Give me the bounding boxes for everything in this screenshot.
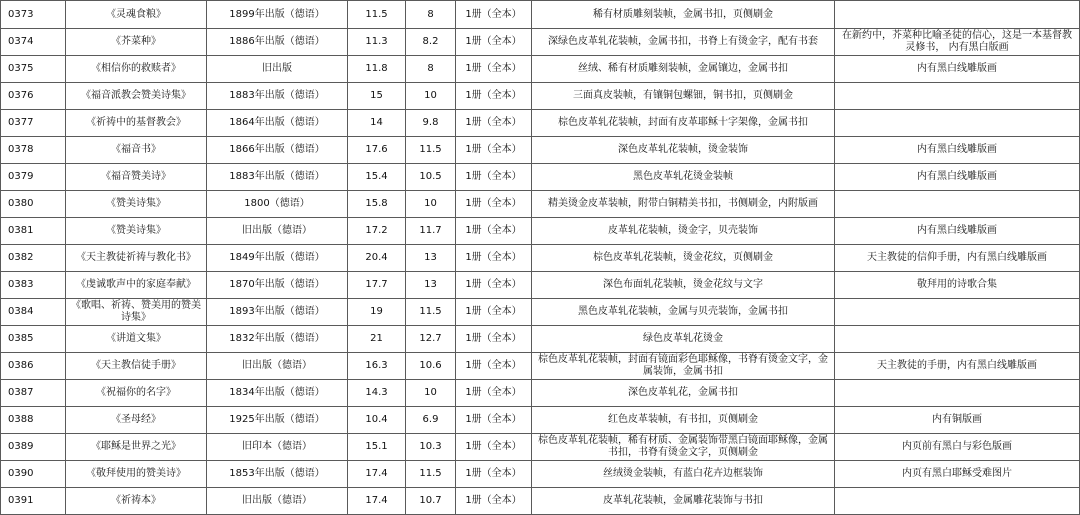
cell-height-cm: 11.8 (348, 56, 406, 83)
cell-binding-description: 精美烫金皮革装帧，附带白铜精美书扣，书侧刷金，内附版画 (532, 191, 835, 218)
cell-remarks: 敬拜用的诗歌合集 (835, 272, 1080, 299)
cell-title: 《祈祷本》 (66, 488, 207, 515)
table-row (1, 461, 1080, 488)
cell-volume-count: 1册（全本） (456, 137, 532, 164)
cell-binding-description: 深绿色皮革轧花装帧，金属书扣，书脊上有烫金字，配有书套 (532, 29, 835, 56)
cell-remarks (835, 488, 1080, 515)
cell-volume-count: 1册（全本） (456, 56, 532, 83)
cell-item-number: 0376 (1, 83, 66, 110)
cell-item-number: 0382 (1, 245, 66, 272)
cell-height-cm: 10.4 (348, 407, 406, 434)
cell-remarks: 内有黑白线雕版画 (835, 218, 1080, 245)
cell-volume-count: 1册（全本） (456, 488, 532, 515)
cell-edition: 1870年出版（德语） (207, 272, 348, 299)
cell-height-cm: 15 (348, 83, 406, 110)
cell-item-number: 0387 (1, 380, 66, 407)
cell-width-cm: 13 (406, 272, 456, 299)
table-row (1, 326, 1080, 353)
cell-title: 《福音书》 (66, 137, 207, 164)
cell-item-number: 0374 (1, 29, 66, 56)
cell-binding-description: 丝绒烫金装帧，有蓝白花卉边框装饰 (532, 461, 835, 488)
cell-edition: 旧出版（德语） (207, 218, 348, 245)
cell-remarks (835, 1, 1080, 29)
cell-width-cm: 10 (406, 191, 456, 218)
table-row (1, 164, 1080, 191)
cell-height-cm: 14 (348, 110, 406, 137)
cell-binding-description: 棕色皮革轧花装帧，封面有镜面彩色耶稣像，书脊有烫金文字，金属装饰，金属书扣 (532, 353, 835, 380)
cell-title: 《祝福你的名字》 (66, 380, 207, 407)
table-row (1, 191, 1080, 218)
cell-binding-description: 绿色皮革轧花烫金 (532, 326, 835, 353)
cell-volume-count: 1册（全本） (456, 1, 532, 29)
cell-binding-description: 棕色皮革轧花装帧，封面有皮革耶稣十字架像，金属书扣 (532, 110, 835, 137)
cell-width-cm: 8 (406, 1, 456, 29)
cell-remarks (835, 83, 1080, 110)
cell-title: 《虔诚歌声中的家庭奉献》 (66, 272, 207, 299)
table-row (1, 56, 1080, 83)
cell-volume-count: 1册（全本） (456, 380, 532, 407)
cell-remarks: 内页有黑白耶稣受难图片 (835, 461, 1080, 488)
table-row (1, 434, 1080, 461)
cell-width-cm: 10.3 (406, 434, 456, 461)
cell-height-cm: 15.1 (348, 434, 406, 461)
cell-volume-count: 1册（全本） (456, 110, 532, 137)
cell-edition: 1853年出版（德语） (207, 461, 348, 488)
table-row (1, 218, 1080, 245)
cell-volume-count: 1册（全本） (456, 164, 532, 191)
table-row (1, 407, 1080, 434)
cell-remarks: 内有黑白线雕版画 (835, 56, 1080, 83)
cell-item-number: 0385 (1, 326, 66, 353)
table-row (1, 353, 1080, 380)
cell-remarks (835, 110, 1080, 137)
cell-height-cm: 17.6 (348, 137, 406, 164)
cell-title: 《赞美诗集》 (66, 218, 207, 245)
cell-title: 《讲道文集》 (66, 326, 207, 353)
cell-volume-count: 1册（全本） (456, 353, 532, 380)
cell-title: 《天主教信徒手册》 (66, 353, 207, 380)
cell-height-cm: 20.4 (348, 245, 406, 272)
cell-item-number: 0386 (1, 353, 66, 380)
cell-volume-count: 1册（全本） (456, 299, 532, 326)
cell-height-cm: 16.3 (348, 353, 406, 380)
cell-binding-description: 皮革轧花装帧，金属雕花装饰与书扣 (532, 488, 835, 515)
cell-volume-count: 1册（全本） (456, 326, 532, 353)
cell-binding-description: 皮革轧花装帧，烫金字，贝壳装饰 (532, 218, 835, 245)
cell-item-number: 0388 (1, 407, 66, 434)
cell-title: 《灵魂食粮》 (66, 1, 207, 29)
cell-remarks: 内页前有黑白与彩色版画 (835, 434, 1080, 461)
cell-title: 《相信你的救赎者》 (66, 56, 207, 83)
cell-width-cm: 10.5 (406, 164, 456, 191)
cell-item-number: 0375 (1, 56, 66, 83)
cell-binding-description: 丝绒、稀有材质雕刻装帧，金属镶边，金属书扣 (532, 56, 835, 83)
cell-edition: 1849年出版（德语） (207, 245, 348, 272)
cell-title: 《祈祷中的基督教会》 (66, 110, 207, 137)
cell-title: 《圣母经》 (66, 407, 207, 434)
cell-width-cm: 10 (406, 83, 456, 110)
cell-edition: 旧出版（德语） (207, 488, 348, 515)
cell-binding-description: 棕色皮革轧花装帧，稀有材质、金属装饰带黑白镜面耶稣像，金属书扣，书脊有烫金文字，页侧刷金 (532, 434, 835, 461)
cell-remarks (835, 299, 1080, 326)
cell-remarks: 内有黑白线雕版画 (835, 164, 1080, 191)
cell-title: 《赞美诗集》 (66, 191, 207, 218)
cell-binding-description: 棕色皮革轧花装帧，烫金花纹，页侧刷金 (532, 245, 835, 272)
cell-edition: 1864年出版（德语） (207, 110, 348, 137)
cell-edition: 1832年出版（德语） (207, 326, 348, 353)
cell-edition: 1893年出版（德语） (207, 299, 348, 326)
cell-edition: 1883年出版（德语） (207, 83, 348, 110)
cell-title: 《敬拜使用的赞美诗》 (66, 461, 207, 488)
cell-width-cm: 11.7 (406, 218, 456, 245)
cell-remarks: 天主教徒的手册，内有黑白线雕版画 (835, 353, 1080, 380)
cell-width-cm: 12.7 (406, 326, 456, 353)
table-row (1, 137, 1080, 164)
cell-volume-count: 1册（全本） (456, 434, 532, 461)
cell-item-number: 0380 (1, 191, 66, 218)
cell-remarks: 内有黑白线雕版画 (835, 137, 1080, 164)
cell-width-cm: 11.5 (406, 299, 456, 326)
cell-width-cm: 11.5 (406, 137, 456, 164)
cell-width-cm: 9.8 (406, 110, 456, 137)
cell-height-cm: 21 (348, 326, 406, 353)
cell-binding-description: 稀有材质雕刻装帧，金属书扣，页侧刷金 (532, 1, 835, 29)
cell-edition: 1883年出版（德语） (207, 164, 348, 191)
table-row (1, 1, 1080, 29)
cell-width-cm: 10.6 (406, 353, 456, 380)
cell-width-cm: 13 (406, 245, 456, 272)
cell-item-number: 0384 (1, 299, 66, 326)
cell-volume-count: 1册（全本） (456, 461, 532, 488)
catalog-table-body (1, 1, 1080, 515)
cell-volume-count: 1册（全本） (456, 29, 532, 56)
cell-height-cm: 14.3 (348, 380, 406, 407)
cell-title: 《福音赞美诗》 (66, 164, 207, 191)
cell-volume-count: 1册（全本） (456, 218, 532, 245)
cell-remarks: 在新约中，芥菜种比喻圣徒的信心，这是一本基督教灵修书， 内有黑白版画 (835, 29, 1080, 56)
cell-binding-description: 深色布面轧花装帧，烫金花纹与文字 (532, 272, 835, 299)
cell-edition: 1834年出版（德语） (207, 380, 348, 407)
cell-height-cm: 11.3 (348, 29, 406, 56)
cell-volume-count: 1册（全本） (456, 272, 532, 299)
cell-item-number: 0391 (1, 488, 66, 515)
table-row (1, 488, 1080, 515)
cell-item-number: 0390 (1, 461, 66, 488)
cell-width-cm: 10.7 (406, 488, 456, 515)
cell-remarks: 天主教徒的信仰手册，内有黑白线雕版画 (835, 245, 1080, 272)
table-row (1, 299, 1080, 326)
cell-binding-description: 黑色皮革轧花烫金装帧 (532, 164, 835, 191)
cell-height-cm: 17.2 (348, 218, 406, 245)
table-row (1, 110, 1080, 137)
cell-edition: 旧印本（德语） (207, 434, 348, 461)
cell-edition: 1886年出版（德语） (207, 29, 348, 56)
cell-height-cm: 17.7 (348, 272, 406, 299)
table-row (1, 83, 1080, 110)
cell-volume-count: 1册（全本） (456, 407, 532, 434)
cell-item-number: 0377 (1, 110, 66, 137)
cell-binding-description: 三面真皮装帧，有镶铜包螺钿，铜书扣，页侧刷金 (532, 83, 835, 110)
cell-edition: 1925年出版（德语） (207, 407, 348, 434)
cell-binding-description: 深色皮革轧花装帧，烫金装饰 (532, 137, 835, 164)
cell-title: 《天主教徒祈祷与教化书》 (66, 245, 207, 272)
cell-title: 《歌唱、祈祷、赞美用的赞美诗集》 (66, 299, 207, 326)
cell-edition: 旧出版 (207, 56, 348, 83)
cell-remarks (835, 380, 1080, 407)
cell-title: 《福音派教会赞美诗集》 (66, 83, 207, 110)
cell-title: 《耶稣是世界之光》 (66, 434, 207, 461)
cell-height-cm: 19 (348, 299, 406, 326)
cell-volume-count: 1册（全本） (456, 83, 532, 110)
cell-width-cm: 8.2 (406, 29, 456, 56)
cell-binding-description: 红色皮革装帧，有书扣，页侧刷金 (532, 407, 835, 434)
cell-binding-description: 黑色皮革轧花装帧，金属与贝壳装饰，金属书扣 (532, 299, 835, 326)
cell-edition: 1866年出版（德语） (207, 137, 348, 164)
cell-item-number: 0379 (1, 164, 66, 191)
cell-height-cm: 11.5 (348, 1, 406, 29)
table-row (1, 272, 1080, 299)
cell-remarks (835, 326, 1080, 353)
cell-item-number: 0383 (1, 272, 66, 299)
cell-remarks (835, 191, 1080, 218)
cell-volume-count: 1册（全本） (456, 191, 532, 218)
cell-item-number: 0378 (1, 137, 66, 164)
cell-height-cm: 15.8 (348, 191, 406, 218)
table-row (1, 380, 1080, 407)
cell-height-cm: 17.4 (348, 488, 406, 515)
cell-binding-description: 深色皮革轧花，金属书扣 (532, 380, 835, 407)
table-row (1, 29, 1080, 56)
cell-width-cm: 6.9 (406, 407, 456, 434)
cell-item-number: 0381 (1, 218, 66, 245)
cell-item-number: 0389 (1, 434, 66, 461)
table-row (1, 245, 1080, 272)
cell-edition: 旧出版（德语） (207, 353, 348, 380)
cell-remarks: 内有铜版画 (835, 407, 1080, 434)
cell-width-cm: 10 (406, 380, 456, 407)
cell-volume-count: 1册（全本） (456, 245, 532, 272)
cell-title: 《芥菜种》 (66, 29, 207, 56)
cell-item-number: 0373 (1, 1, 66, 29)
cell-edition: 1899年出版（德语） (207, 1, 348, 29)
cell-height-cm: 17.4 (348, 461, 406, 488)
cell-height-cm: 15.4 (348, 164, 406, 191)
cell-edition: 1800（德语） (207, 191, 348, 218)
cell-width-cm: 8 (406, 56, 456, 83)
cell-width-cm: 11.5 (406, 461, 456, 488)
